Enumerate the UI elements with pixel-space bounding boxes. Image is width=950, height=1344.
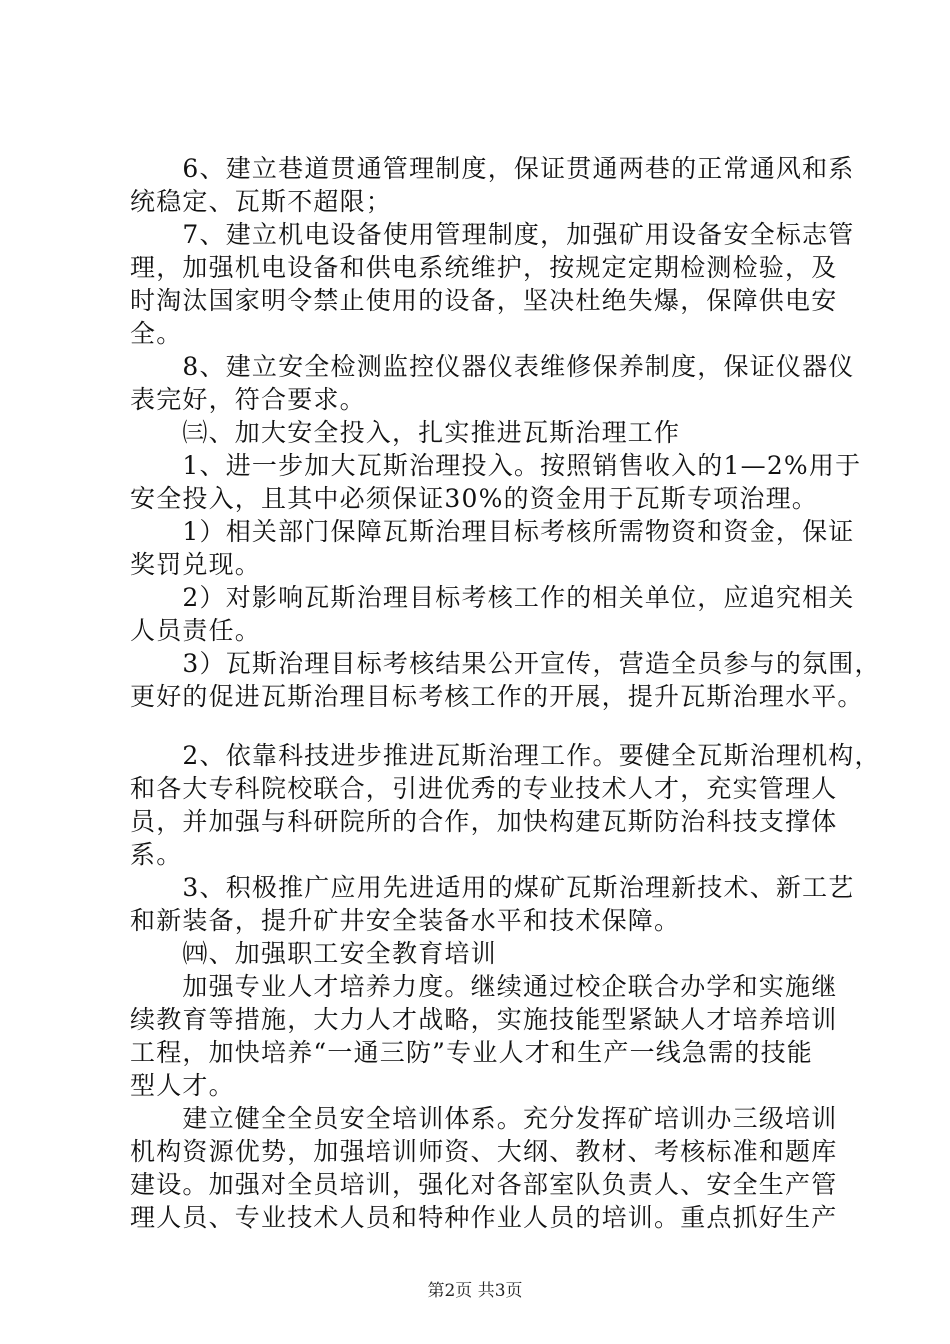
text-line: 系。	[130, 840, 183, 869]
text-line: 1、进一步加大瓦斯治理投入。按照销售收入的1—2%用于	[130, 451, 862, 480]
text-line: 员，并加强与科研院所的合作，加快构建瓦斯防治科技支撑体	[130, 807, 838, 836]
text-line: 型人才。	[130, 1071, 235, 1100]
text-line: ㈣、加强职工安全教育培训	[130, 939, 497, 968]
text-line: 加强专业人才培养力度。继续通过校企联合办学和实施继	[130, 972, 838, 1001]
text-line: 机构资源优势，加强培训师资、大纲、教材、考核标准和题库	[130, 1137, 838, 1166]
document-body	[130, 152, 881, 1234]
text-line: 工程，加快培养“一通三防”专业人才和生产一线急需的技能	[130, 1038, 813, 1067]
text-line: ㈢、加大安全投入，扎实推进瓦斯治理工作	[130, 418, 681, 447]
text-line: 全。	[130, 319, 183, 348]
text-line: 安全投入，且其中必须保证30%的资金用于瓦斯专项治理。	[130, 484, 818, 513]
text-line: 表完好，符合要求。	[130, 385, 366, 414]
text-line: 统稳定、瓦斯不超限；	[130, 187, 393, 216]
text-line: 人员责任。	[130, 616, 262, 645]
text-line: 3、积极推广应用先进适用的煤矿瓦斯治理新技术、新工艺	[130, 873, 855, 902]
text-line: 6、建立巷道贯通管理制度，保证贯通两巷的正常通风和系	[130, 154, 855, 183]
text-line: 2）对影响瓦斯治理目标考核工作的相关单位，应追究相关	[130, 583, 855, 612]
text-line: 续教育等措施，大力人才战略，实施技能型紧缺人才培养培训	[130, 1005, 838, 1034]
text-line: 2、依靠科技进步推进瓦斯治理工作。要健全瓦斯治理机构，	[130, 741, 881, 770]
text-line: 和新装备，提升矿井安全装备水平和技术保障。	[130, 906, 681, 935]
text-line: 理人员、专业技术人员和特种作业人员的培训。重点抓好生产	[130, 1203, 838, 1232]
text-line: 建设。加强对全员培训，强化对各部室队负责人、安全生产管	[130, 1170, 838, 1199]
text-line: 理，加强机电设备和供电系统维护，按规定定期检测检验，及	[130, 253, 838, 282]
text-line: 1）相关部门保障瓦斯治理目标考核所需物资和资金，保证	[130, 517, 855, 546]
text-line: 3）瓦斯治理目标考核结果公开宣传，营造全员参与的氛围，	[130, 649, 881, 678]
text-line: 建立健全全员安全培训体系。充分发挥矿培训办三级培训	[130, 1104, 838, 1133]
text-line: 8、建立安全检测监控仪器仪表维修保养制度，保证仪器仪	[130, 352, 855, 381]
text-line: 奖罚兑现。	[130, 550, 262, 579]
text-line: 更好的促进瓦斯治理目标考核工作的开展，提升瓦斯治理水平。	[130, 682, 864, 711]
text-line: 和各大专科院校联合，引进优秀的专业技术人才，充实管理人	[130, 774, 838, 803]
blank-line	[130, 713, 852, 739]
text-line: 7、建立机电设备使用管理制度，加强矿用设备安全标志管	[130, 220, 855, 249]
page-footer: 第2页 共3页	[427, 1281, 523, 1301]
text-line: 时淘汰国家明令禁止使用的设备，坚决杜绝失爆，保障供电安	[130, 286, 838, 315]
